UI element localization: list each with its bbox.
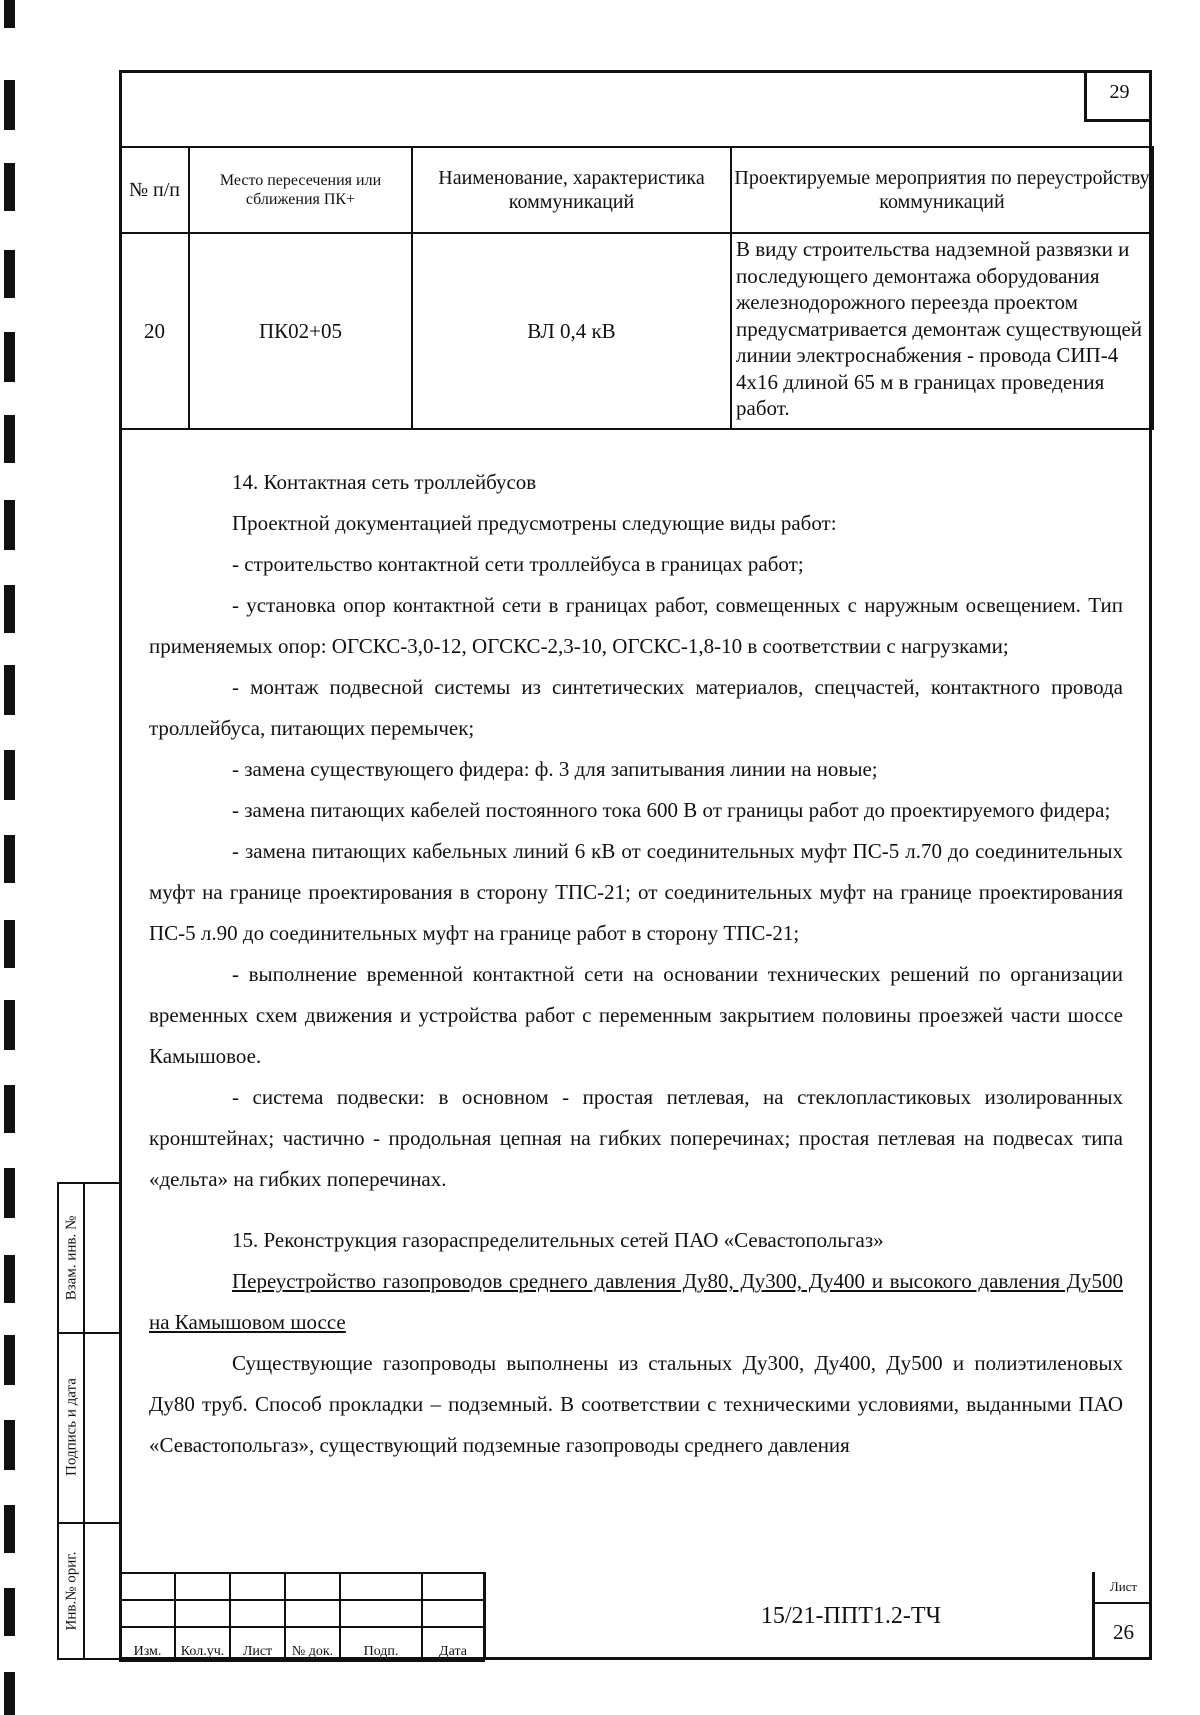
scan-mark: [4, 1420, 15, 1470]
document-code: 15/21-ППТ1.2-ТЧ: [483, 1572, 1200, 1660]
side-label-podpis: Подпись и дата: [63, 1378, 80, 1476]
revision-grid: [119, 1572, 485, 1662]
side-stamp: [57, 1182, 119, 1660]
scan-mark: [4, 750, 15, 800]
scan-mark: [4, 0, 15, 28]
scan-mark: [4, 1255, 15, 1303]
scan-mark: [4, 80, 15, 130]
col-podp: Подп.: [340, 1627, 422, 1661]
revision-row: [120, 1573, 484, 1600]
col-doc-num: № док.: [285, 1627, 340, 1661]
section-14-title: 14. Контактная сеть троллейбусов: [232, 470, 537, 494]
crossing-table: [119, 146, 1154, 430]
scan-mark: [4, 415, 15, 463]
paragraph: - выполнение временной контактной сети на основании технических решений по организации временных схем движения и устройства работ с переменным закрытием половины проезжей части шоссе Камышовое.: [149, 962, 1123, 1068]
header-name: Наименование, характеристика коммуникаций: [412, 147, 731, 233]
paragraph: - замена существующего фидера: ф. 3 для запитывания линии на новые;: [232, 757, 878, 781]
cell-place: ПК02+05: [189, 233, 412, 429]
scan-mark: [4, 163, 15, 211]
section-15-subtitle: Переустройство газопроводов среднего давления Ду80, Ду300, Ду400 и высокого давления Ду500 на Камышовом шоссе: [149, 1269, 1123, 1334]
col-list: Лист: [230, 1627, 285, 1661]
scan-mark: [4, 665, 15, 715]
scan-mark: [4, 585, 15, 633]
scan-mark: [4, 1000, 15, 1050]
paragraph: Существующие газопроводы выполнены из стальных Ду300, Ду400, Ду500 и полиэтиленовых Ду80 труб. Способ прокладки – подземный. В соответствии с техническими условиями, выданными ПАО «Севастопольгаз», существующий подземные газопроводы среднего давления: [149, 1351, 1123, 1457]
paragraph: - система подвески: в основном - простая петлевая, на стеклопластиковых изолированных кронштейнах; частично - продольная цепная на гибких поперечинах; простая петлевая на подвесах типа «дельта» на гибких поперечинах.: [149, 1085, 1123, 1191]
header-number: № п/п: [120, 147, 189, 233]
top-page-number: 29: [1084, 70, 1152, 122]
header-place: Место пересечения или сближения ПК+: [189, 147, 412, 233]
col-kol-uch: Кол.уч.: [175, 1627, 230, 1661]
sheet-box: [1092, 1572, 1152, 1660]
scan-mark: [4, 1085, 15, 1133]
revision-row: [120, 1600, 484, 1627]
sheet-label: Лист: [1095, 1572, 1152, 1604]
side-label-inv: Инв.№ ориг.: [63, 1551, 80, 1631]
scan-mark: [4, 332, 15, 382]
scan-mark: [4, 1672, 15, 1715]
cell-number: 20: [120, 233, 189, 429]
revision-header-row: [120, 1627, 484, 1661]
col-data: Дата: [422, 1627, 484, 1661]
cell-measures: В виду строительства надземной развязки и последующего демонтажа оборудования железнодорожного переезда проектом предусматривается демонтаж существующей линии электроснабжения - провода СИП-4 4х16 длиной 65 м в границах проведения работ.: [731, 233, 1153, 429]
section-15-title: 15. Реконструкция газораспределительных сетей ПАО «Севастопольгаз»: [232, 1228, 884, 1252]
table-row: [120, 233, 1153, 429]
paragraph: - строительство контактной сети троллейбуса в границах работ;: [232, 552, 804, 576]
scan-mark: [4, 1335, 15, 1385]
title-block: [119, 1572, 1152, 1660]
col-izm: Изм.: [120, 1627, 175, 1661]
scan-mark: [4, 835, 15, 883]
sheet-number: 26: [1113, 1620, 1134, 1644]
table-header-row: [120, 147, 1153, 233]
scan-mark: [4, 250, 15, 298]
body-text: [149, 462, 1123, 1466]
paragraph: - монтаж подвесной системы из синтетических материалов, спецчастей, контактного провода троллейбуса, питающих перемычек;: [149, 675, 1123, 740]
scan-mark: [4, 1588, 15, 1636]
header-measures: Проектируемые мероприятия по переустройству коммуникаций: [731, 147, 1153, 233]
paragraph: - замена питающих кабелей постоянного тока 600 В от границы работ до проектируемого фидера;: [232, 798, 1111, 822]
divider: [59, 1522, 119, 1524]
scan-mark: [4, 1505, 15, 1553]
scan-mark: [4, 920, 15, 968]
cell-name: ВЛ 0,4 кВ: [412, 233, 731, 429]
paragraph: - установка опор контактной сети в границах работ, совмещенных с наружным освещением. Тип применяемых опор: ОГСКС-3,0-12, ОГСКС-2,3-10, ОГСКС-1,8-10 в соответствии с нагрузками;: [149, 593, 1123, 658]
paragraph: Проектной документацией предусмотрены следующие виды работ:: [232, 511, 837, 535]
scan-mark: [4, 500, 15, 550]
paragraph: - замена питающих кабельных линий 6 кВ от соединительных муфт ПС-5 л.70 до соединительных муфт на границе проектирования в сторону ТПС-21; от соединительных муфт на границе проектирования ПС-5 л.90 до соединительных муфт на границе работ в сторону ТПС-21;: [149, 839, 1123, 945]
divider: [59, 1332, 119, 1334]
side-label-vzam: Взам. инв. №: [63, 1215, 80, 1301]
scan-mark: [4, 1168, 15, 1218]
